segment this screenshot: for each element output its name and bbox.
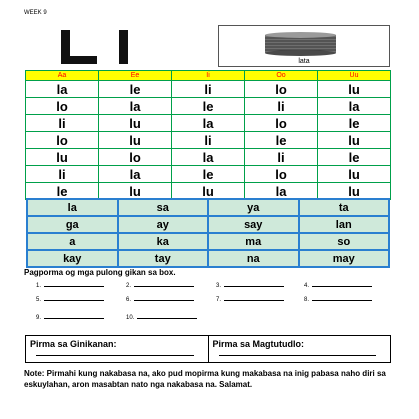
syllable-cell: lo xyxy=(26,132,99,149)
answer-blank[interactable] xyxy=(36,282,104,289)
table-row xyxy=(26,115,391,132)
table-row xyxy=(26,98,391,115)
blank-line[interactable] xyxy=(134,282,194,287)
column-header: Ee xyxy=(99,71,172,81)
column-header: Uu xyxy=(318,71,391,81)
word-cell: la xyxy=(27,199,118,216)
answer-blank[interactable] xyxy=(216,282,284,289)
blank-number: 6. xyxy=(126,297,132,303)
answer-blank[interactable] xyxy=(126,296,194,303)
syllable-cell: li xyxy=(172,132,245,149)
word-cell: ay xyxy=(118,216,209,233)
blank-number: 9. xyxy=(36,315,42,321)
answer-blank[interactable] xyxy=(126,314,197,321)
blank-line[interactable] xyxy=(312,282,372,287)
blank-number: 8. xyxy=(304,297,310,303)
syllable-cell: la xyxy=(99,166,172,183)
word-cell: tay xyxy=(118,250,209,267)
blank-number: 2. xyxy=(126,283,132,289)
syllable-cell: lu xyxy=(99,132,172,149)
teacher-signature-line[interactable] xyxy=(219,355,377,356)
column-header: Oo xyxy=(245,71,318,81)
blank-line[interactable] xyxy=(137,314,197,319)
blank-number: 10. xyxy=(126,315,135,321)
table-row xyxy=(27,250,389,267)
word-cell: sa xyxy=(118,199,209,216)
syllable-cell: lu xyxy=(318,183,391,200)
table-row xyxy=(26,166,391,183)
syllable-cell: lu xyxy=(99,183,172,200)
table-row xyxy=(27,233,389,250)
syllable-cell: lo xyxy=(26,98,99,115)
picture-label: lata xyxy=(298,58,310,65)
syllable-cell: lu xyxy=(172,183,245,200)
teacher-signature-label: Pirma sa Magtutudlo: xyxy=(212,339,305,349)
syllable-cell: la xyxy=(172,115,245,132)
can-icon xyxy=(263,31,338,57)
answer-blank[interactable] xyxy=(126,282,194,289)
syllable-cell: la xyxy=(318,98,391,115)
blank-line[interactable] xyxy=(224,282,284,287)
blank-line[interactable] xyxy=(44,296,104,301)
blank-line[interactable] xyxy=(224,296,284,301)
syllable-cell: lu xyxy=(318,81,391,98)
column-header: Aa xyxy=(26,71,99,81)
word-cell: ta xyxy=(299,199,390,216)
syllable-cell: lo xyxy=(245,115,318,132)
syllable-cell: li xyxy=(172,81,245,98)
table-row xyxy=(27,199,389,216)
syllable-cell: le xyxy=(26,183,99,200)
table-row xyxy=(26,81,391,98)
answer-blank[interactable] xyxy=(304,282,372,289)
table-row xyxy=(26,183,391,200)
syllable-cell: la xyxy=(26,81,99,98)
answer-blank[interactable] xyxy=(216,296,284,303)
syllable-cell: li xyxy=(245,98,318,115)
blank-number: 4. xyxy=(304,283,310,289)
word-cell: say xyxy=(208,216,299,233)
syllable-cell: lu xyxy=(26,149,99,166)
word-cell: a xyxy=(27,233,118,250)
syllable-table xyxy=(25,70,391,200)
signature-box xyxy=(25,335,391,363)
instruction: Pagporma og mga pulong gikan sa box. xyxy=(24,268,176,277)
word-cell: ma xyxy=(208,233,299,250)
syllable-cell: le xyxy=(172,166,245,183)
word-cell: ga xyxy=(27,216,118,233)
answer-blanks xyxy=(36,280,396,330)
word-cell: may xyxy=(299,250,390,267)
parent-signature-line[interactable] xyxy=(36,355,194,356)
parent-signature xyxy=(26,336,208,362)
blank-line[interactable] xyxy=(312,296,372,301)
parent-signature-label: Pirma sa Ginikanan: xyxy=(30,339,117,349)
picture-box xyxy=(218,25,390,67)
word-box xyxy=(26,198,390,268)
syllable-cell: li xyxy=(26,115,99,132)
syllable-cell: la xyxy=(245,183,318,200)
word-cell: so xyxy=(299,233,390,250)
blank-number: 1. xyxy=(36,283,42,289)
blank-number: 5. xyxy=(36,297,42,303)
blank-number: 3. xyxy=(216,283,222,289)
big-letter-l xyxy=(55,28,185,68)
syllable-cell: le xyxy=(172,98,245,115)
blank-line[interactable] xyxy=(44,282,104,287)
blank-number: 7. xyxy=(216,297,222,303)
answer-blank[interactable] xyxy=(36,296,104,303)
syllable-cell: le xyxy=(318,115,391,132)
note: Note: Pirmahi kung nakabasa na, ako pud mopirma kung makabasa na inig pabasa naho diri sa eskuylahan, aron masabtan nato nga nakabasa na. Salamat. xyxy=(24,369,386,389)
syllable-cell: le xyxy=(318,149,391,166)
syllable-cell: le xyxy=(245,132,318,149)
column-header: Ii xyxy=(172,71,245,81)
word-cell: kay xyxy=(27,250,118,267)
word-cell: lan xyxy=(299,216,390,233)
syllable-cell: la xyxy=(99,98,172,115)
syllable-cell: lu xyxy=(318,166,391,183)
syllable-cell: lo xyxy=(245,81,318,98)
syllable-cell: le xyxy=(99,81,172,98)
syllable-cell: lu xyxy=(318,132,391,149)
syllable-cell: lo xyxy=(245,166,318,183)
syllable-cell: lo xyxy=(99,149,172,166)
answer-blank[interactable] xyxy=(36,314,104,321)
word-cell: ka xyxy=(118,233,209,250)
syllable-cell: lu xyxy=(99,115,172,132)
blank-line[interactable] xyxy=(44,314,104,319)
table-row xyxy=(26,132,391,149)
syllable-cell: li xyxy=(245,149,318,166)
table-row xyxy=(27,216,389,233)
word-cell: na xyxy=(208,250,299,267)
teacher-signature xyxy=(208,336,391,362)
word-cell: ya xyxy=(208,199,299,216)
blank-line[interactable] xyxy=(134,296,194,301)
week-label: WEEK 9 xyxy=(24,10,47,16)
table-row xyxy=(26,149,391,166)
syllable-cell: la xyxy=(172,149,245,166)
answer-blank[interactable] xyxy=(304,296,372,303)
syllable-cell: li xyxy=(26,166,99,183)
